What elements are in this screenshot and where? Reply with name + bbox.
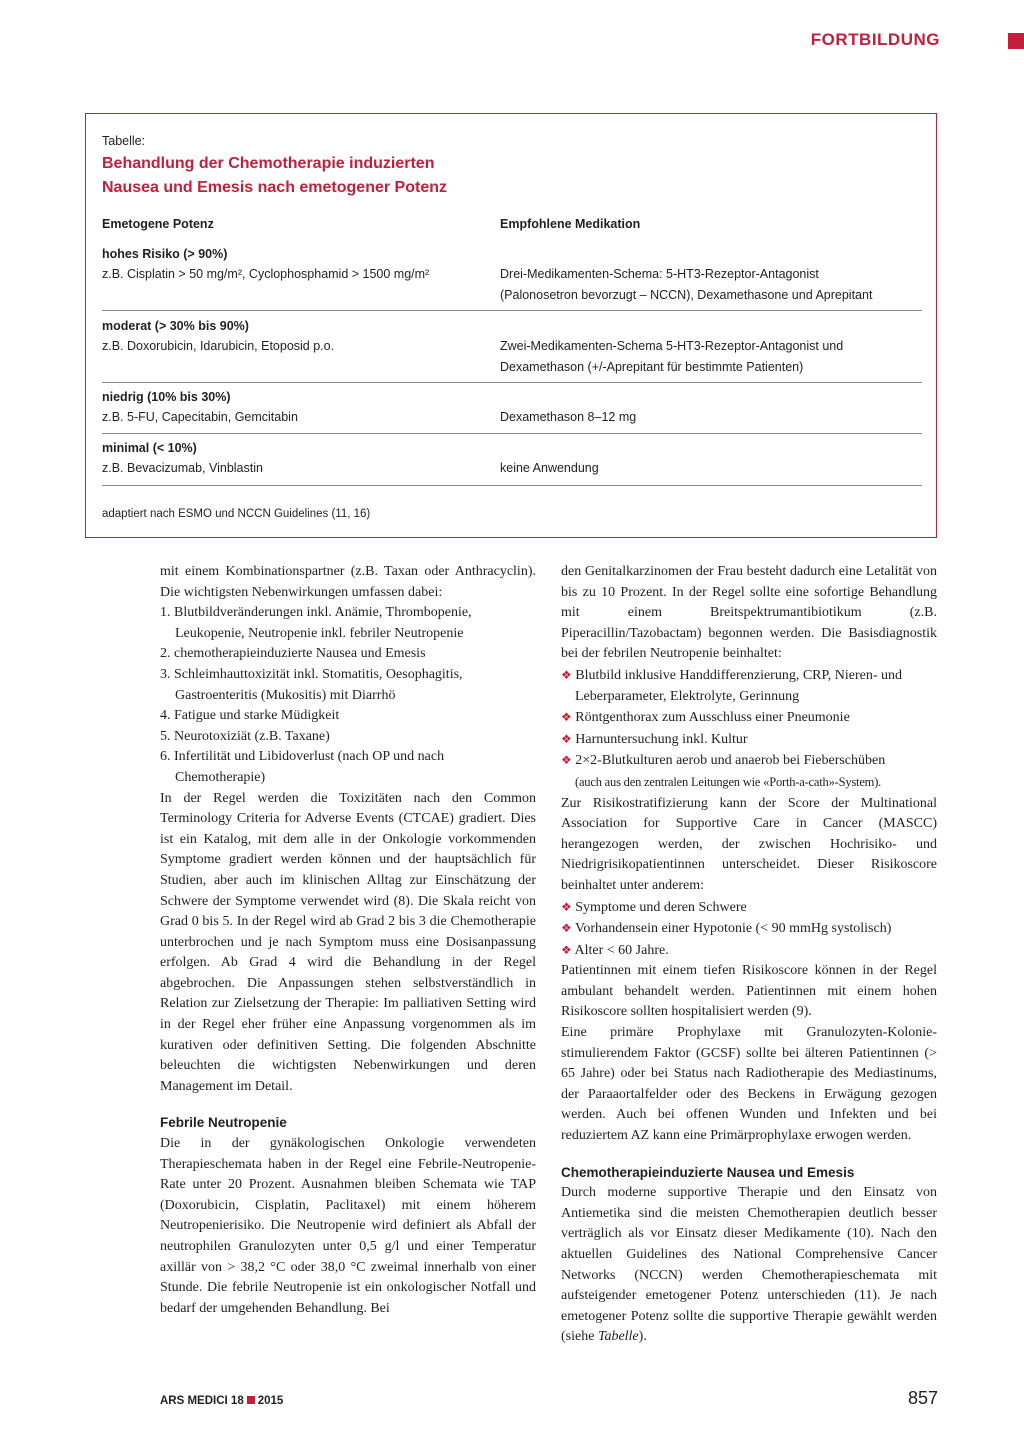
table-row-category: niedrig (10% bis 30%) (102, 390, 231, 404)
paragraph-text: Durch moderne supportive Therapie und den Einsatz von Antiemetika sind die meisten Chemotherapien deutlich besser verträglich als vor Einsatz dieser Medikamente (10). Nach den aktuellen Guidelines des National Comprehensive Cancer Networks (NCCN) werden Chemotherapieschemata mit aufsteigender emetogener Potenz unterschieden (11). Je nach emetogener Potenz sollte die supportive Therapie gewählt werden (siehe (561, 1185, 937, 1345)
table-row-medication: Dexamethason 8–12 mg (500, 410, 637, 424)
paragraph (561, 1183, 937, 1348)
paragraph-text-end: ). (638, 1329, 647, 1345)
paragraph: mit einem Kombinationspartner (z.B. Taxan oder Anthracyclin). Die wichtigsten Nebenwirkungen umfassen dabei: (160, 564, 536, 600)
table-kicker: Tabelle: (102, 134, 146, 148)
table-row-category: hohes Risiko (> 90%) (102, 247, 228, 261)
left-text-column (160, 562, 536, 1319)
table-row-category: moderat (> 30% bis 90%) (102, 319, 249, 333)
list-item: 3. Schleimhauttoxizität inkl. Stomatitis, Oesophagitis, Gastroenteritis (Mukositis) mit Diarrhö (160, 666, 463, 703)
table-title (102, 152, 662, 200)
section-heading: Chemotherapieinduzierte Nausea und Emesis (561, 1164, 855, 1180)
table-row-example: z.B. 5-FU, Capecitabin, Gemcitabin (102, 410, 298, 424)
diamond-bullet-icon: ❖ (561, 899, 572, 914)
table-row-example: z.B. Cisplatin > 50 mg/m², Cyclophosphamid > 1500 mg/m² (102, 267, 430, 281)
paragraph: Eine primäre Prophylaxe mit Granulozyten-Kolonie-stimulierendem Faktor (GCSF) sollte bei älteren Patientinnen (> 65 Jahre) oder bei Status nach Radiotherapie des Mediastinums, der Paraaortalfelder oder des Beckens in Erwägung gezogen werden. Auch bei offenen Wunden und Infekten und bei reduziertem AZ kann eine Primärprophylaxe erwogen werden. (561, 1025, 937, 1144)
bullet-text: Vorhandensein einer Hypotonie (< 90 mmHg systolisch) (575, 921, 892, 937)
journal-name: ARS MEDICI 18 (160, 1395, 244, 1407)
table-column-header-potency: Emetogene Potenz (102, 217, 214, 231)
bullet-item (561, 940, 937, 962)
footer-journal (160, 1395, 283, 1407)
table-row-divider (102, 433, 922, 434)
list-item: 4. Fatigue und starke Müdigkeit (160, 708, 340, 724)
bullet-item (561, 707, 937, 729)
table-row-divider (102, 382, 922, 383)
bullet-text: Harnuntersuchung inkl. Kultur (575, 731, 748, 747)
table-row-category: minimal (< 10%) (102, 441, 197, 455)
journal-year: 2015 (257, 1395, 284, 1407)
list-item: 5. Neurotoxiziät (z.B. Taxane) (160, 728, 330, 744)
bullet-text: Röntgenthorax zum Ausschluss einer Pneumonie (575, 710, 850, 726)
list-item: 1. Blutbildveränderungen inkl. Anämie, Thrombopenie, Leukopenie, Neutropenie inkl. febriler Neutropenie (160, 605, 472, 641)
table-reference: Tabelle (597, 1329, 639, 1345)
bullet-item (561, 897, 937, 919)
table-row-divider (102, 485, 922, 486)
section-marker-square (1008, 33, 1024, 49)
paragraph: den Genitalkarzinomen der Frau besteht dadurch eine Letalität von bis zu 10 Prozent. In der Regel sollte eine sofortige Behandlung mit einem Breitspektrumantibiotikum (z.B. Piperacillin/Tazobactam) begonnen werden. Die Basisdiagnostik bei der febrilen Neutropenie beinhaltet: (561, 564, 937, 662)
table-title-line-1: Behandlung der Chemotherapie induzierten (102, 155, 435, 172)
table-footnote: adaptiert nach ESMO und NCCN Guidelines (11, 16) (102, 508, 371, 520)
diamond-bullet-icon: ❖ (561, 942, 572, 957)
bullet-subtext: (auch aus den zentralen Leitungen wie «Porth-a-cath»-System). (575, 774, 882, 789)
table-row-example: z.B. Doxorubicin, Idarubicin, Etoposid p.o. (102, 339, 335, 353)
section-label: FORTBILDUNG (810, 30, 940, 49)
bullet-item (561, 729, 937, 751)
right-text-column (561, 562, 937, 1348)
table-row-medication: keine Anwendung (500, 461, 599, 475)
bullet-item (561, 918, 937, 940)
diamond-bullet-icon: ❖ (561, 753, 572, 768)
diamond-bullet-icon: ❖ (561, 921, 572, 936)
diamond-bullet-icon: ❖ (561, 667, 572, 682)
table-title-line-2: Nausea und Emesis nach emetogener Potenz (102, 179, 447, 196)
page-number: 857 (907, 1388, 938, 1408)
table-box (85, 113, 937, 538)
bullet-text: Blutbild inklusive Handdifferenzierung, CRP, Nieren- und Leberparameter, Elektrolyte, Gerinnung (575, 667, 903, 704)
bullet-text: Alter < 60 Jahre. (574, 942, 669, 958)
table-row-medication-cont: Dexamethason (+/-Aprepitant für bestimmte Patienten) (500, 360, 804, 374)
paragraph: Die in der gynäkologischen Onkologie verwendeten Therapieschemata haben in der Regel eine Febrile-Neutropenie-Rate unter 20 Prozent. Ausnahmen bleiben Schemata wie TAP (Doxorubicin, Cisplatin, Paclitaxel) mit einem höherem Neutropenierisiko. Die Neutropenie wird definiert als Abfall der neutrophilen Granulozyten unter 0,5 g/l und einer Temperatur axillär von > 38,2 °C oder 38,0 °C zweimal innerhalb von einer Stunde. Die febrile Neutropenie ist ein onkologischer Notfall und bedarf der umgehenden Behandlung. Bei (160, 1136, 536, 1316)
table-row-medication: Zwei-Medikamenten-Schema 5-HT3-Rezeptor-Antagonist und (500, 339, 844, 353)
paragraph: Zur Risikostratifizierung kann der Score der Multinational Association for Supportive Care in Cancer (MASCC) herangezogen werden, der zwischen Hochrisiko- und Niedrigrisikopatientinnen unterscheidet. Dieser Risikoscore beinhaltet unter anderem: (561, 795, 937, 893)
bullet-item (561, 750, 937, 793)
diamond-bullet-icon: ❖ (561, 731, 572, 746)
table-row-example: z.B. Bevacizumab, Vinblastin (102, 461, 263, 475)
paragraph: In der Regel werden die Toxizitäten nach den Common Terminology Criteria for Adverse Events (CTCAE) gradiert. Dies ist ein Katalog, mit dem alle in der Onkologie vorkommenden Symptome gradiert werden können und der hauptsächlich für Studien, aber auch im klinischen Alltag zur Einschätzung der Schwere der Symptome verwendet wird (8). Die Skala reicht von Grad 0 bis 5. In der Regel wird ab Grad 2 bis 3 die Chemotherapie unterbrochen und je nach Symptom muss eine Dosisanpassung erfolgen. Ab Grad 4 wird die Behandlung in der Regel abgebrochen. Die Anpassungen stehen selbstverständlich in Relation zur Zielsetzung der Therapie: Im palliativen Setting wird in der Regel eher früher eine Anpassung vorgenommen als im kurativen oder definitiven Setting. Die folgenden Abschnitte beleuchten die wichtigsten Nebenwirkungen und deren Management im Detail. (160, 790, 536, 1094)
table-row-divider (102, 310, 922, 311)
section-heading: Febrile Neutropenie (160, 1115, 287, 1131)
footer-marker-square (247, 1396, 255, 1404)
diamond-bullet-icon: ❖ (561, 710, 572, 725)
paragraph: Patientinnen mit einem tiefen Risikoscore können in der Regel ambulant behandelt werden. Patientinnen mit einem hohen Risikoscore sollten hospitalisiert werden (9). (561, 963, 937, 1020)
bullet-item (561, 665, 937, 707)
table-row-medication-cont: (Palonosetron bevorzugt – NCCN), Dexamethasone und Aprepitant (500, 288, 873, 302)
bullet-text: 2×2-Blutkulturen aerob und anaerob bei Fieberschüben (575, 753, 886, 769)
list-item: 2. chemotherapieinduzierte Nausea und Emesis (160, 646, 426, 662)
table-row-medication: Drei-Medikamenten-Schema: 5-HT3-Rezeptor-Antagonist (500, 267, 819, 281)
bullet-text: Symptome und deren Schwere (575, 899, 747, 915)
table-column-header-medication: Empfohlene Medikation (500, 217, 641, 231)
list-item: 6. Infertilität und Libidoverlust (nach OP und nach Chemotherapie) (160, 749, 445, 785)
